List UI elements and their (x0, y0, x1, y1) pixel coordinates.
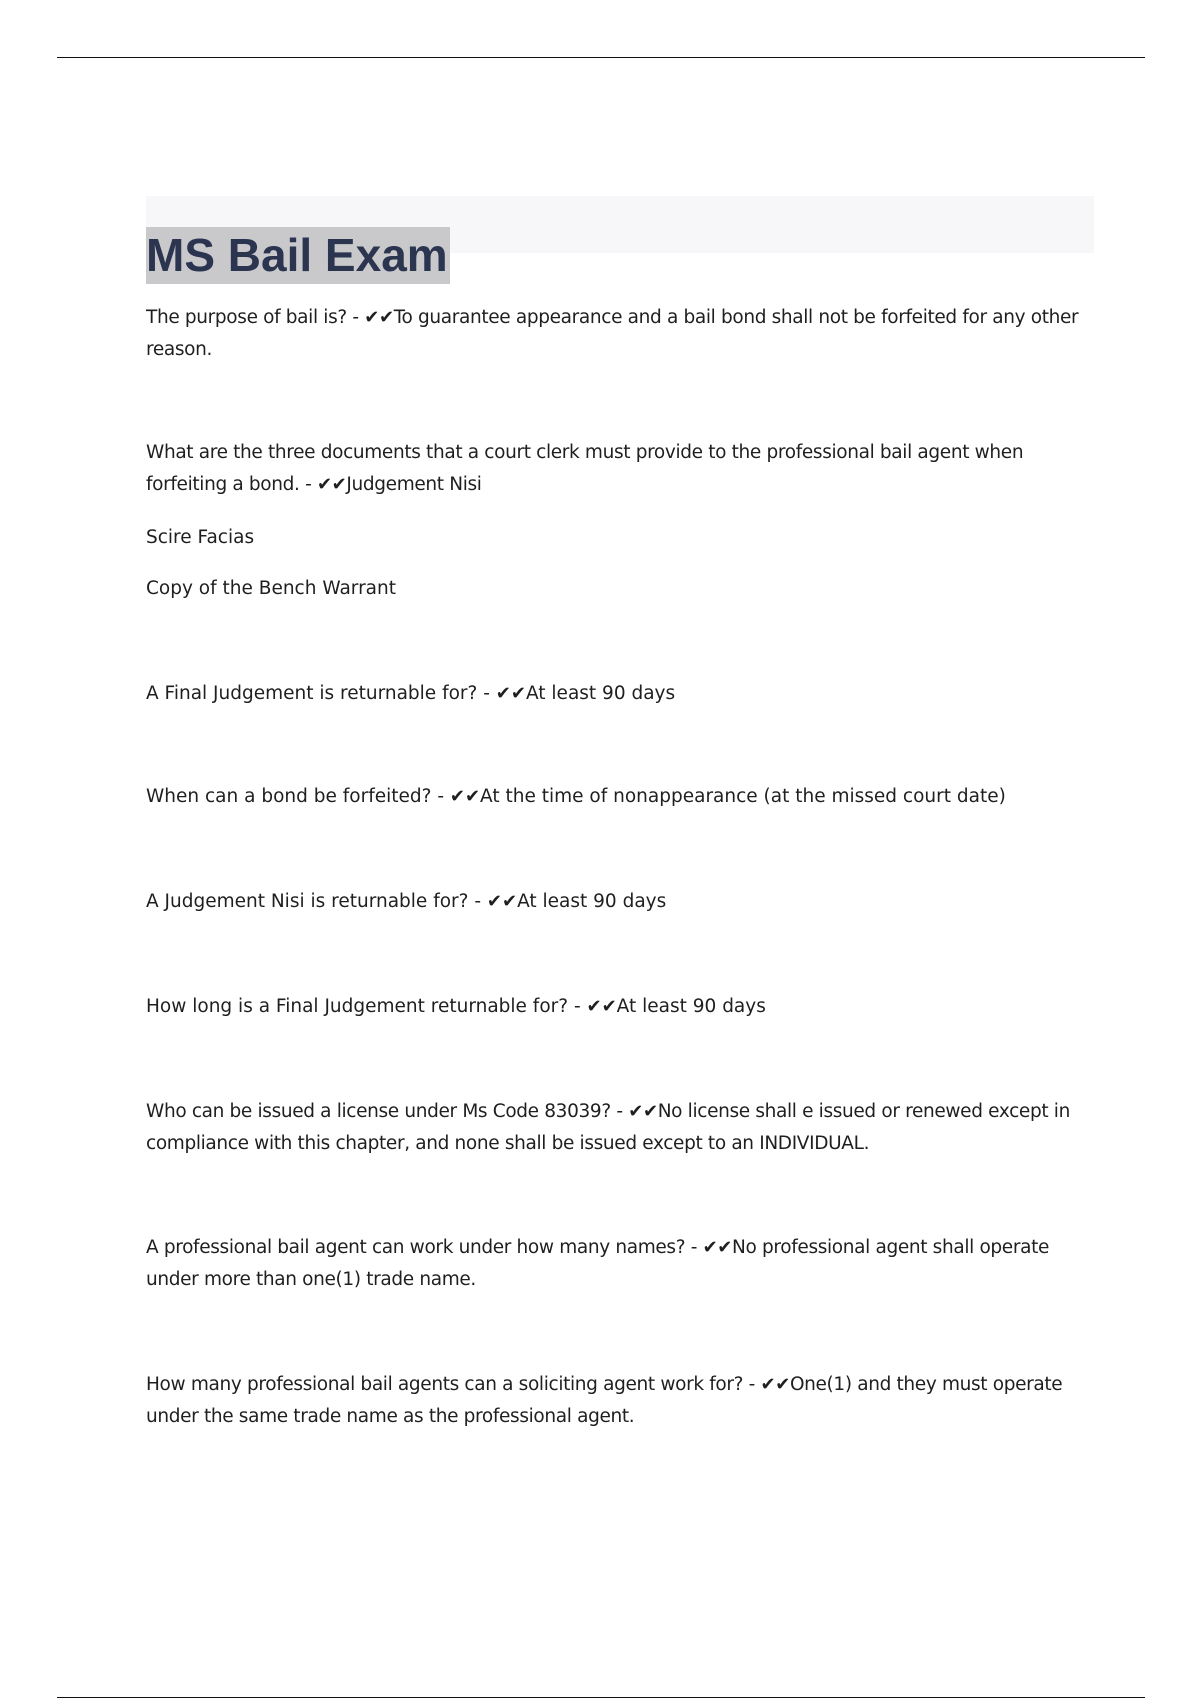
answer-text: One(1) and they must operate under the same trade name as the professional agent. (146, 1374, 1063, 1427)
answer-text: Judgement Nisi (346, 474, 482, 495)
separator: - (468, 891, 487, 912)
answer-text: At the time of nonappearance (at the missed court date) (480, 786, 1006, 807)
separator: - (685, 1237, 703, 1258)
answer-extra-line: Scire Facias (146, 527, 255, 548)
header-rule (57, 57, 1145, 58)
qa-item (146, 678, 1096, 710)
check-mark-icon: ✔︎✔︎ (316, 474, 347, 495)
check-mark-icon: ✔︎✔︎ (702, 1237, 733, 1258)
question-text: A Judgement Nisi is returnable for? (146, 891, 469, 912)
qa-item (146, 302, 1096, 366)
qa-item (146, 437, 1096, 501)
answer-extra-line: Copy of the Bench Warrant (146, 578, 396, 599)
check-mark-icon: ✔︎✔︎ (628, 1101, 658, 1122)
separator: - (431, 786, 450, 807)
footer-rule (57, 1697, 1145, 1698)
qa-item (146, 991, 1096, 1023)
separator: - (568, 996, 587, 1017)
check-mark-icon: ✔︎✔︎ (586, 996, 617, 1017)
question-text: The purpose of bail is? (146, 307, 347, 328)
qa-item (146, 1232, 1096, 1296)
answer-text: At least 90 days (616, 996, 766, 1017)
check-mark-icon: ✔︎✔︎ (364, 307, 394, 328)
question-text: What are the three documents that a court clerk must provide to the professional bail agent when forfeiting a bond. (146, 442, 1024, 495)
check-mark-icon: ✔︎✔︎ (449, 786, 481, 807)
separator: - (346, 307, 365, 328)
check-mark-icon: ✔︎✔︎ (760, 1374, 790, 1395)
separator: - (743, 1374, 761, 1395)
qa-item (146, 781, 1096, 813)
qa-item (146, 1369, 1096, 1433)
answer-text: At least 90 days (517, 891, 667, 912)
qa-item (146, 886, 1096, 918)
page-title: MS Bail Exam (146, 227, 450, 284)
separator: - (299, 474, 317, 495)
separator: - (477, 683, 496, 704)
question-text: A Final Judgement is returnable for? (146, 683, 478, 704)
question-text: How long is a Final Judgement returnable for? (146, 996, 569, 1017)
answer-text: To guarantee appearance and a bail bond shall not be forfeited for any other reason. (146, 307, 1079, 360)
question-text: Who can be issued a license under Ms Code 83039? (146, 1101, 611, 1122)
question-text: How many professional bail agents can a soliciting agent work for? (146, 1374, 744, 1395)
answer-text: No license shall e issued or renewed except in compliance with this chapter, and none shall be issued except to an INDIVIDUAL. (146, 1101, 1070, 1154)
question-text: A professional bail agent can work under how many names? (146, 1237, 686, 1258)
qa-item (146, 1096, 1096, 1160)
answer-text: At least 90 days (525, 683, 676, 704)
answer-text: No professional agent shall operate under more than one(1) trade name. (146, 1237, 1050, 1290)
check-mark-icon: ✔︎✔︎ (486, 891, 518, 912)
check-mark-icon: ✔︎✔︎ (495, 683, 526, 704)
question-text: When can a bond be forfeited? (146, 786, 432, 807)
separator: - (610, 1101, 629, 1122)
